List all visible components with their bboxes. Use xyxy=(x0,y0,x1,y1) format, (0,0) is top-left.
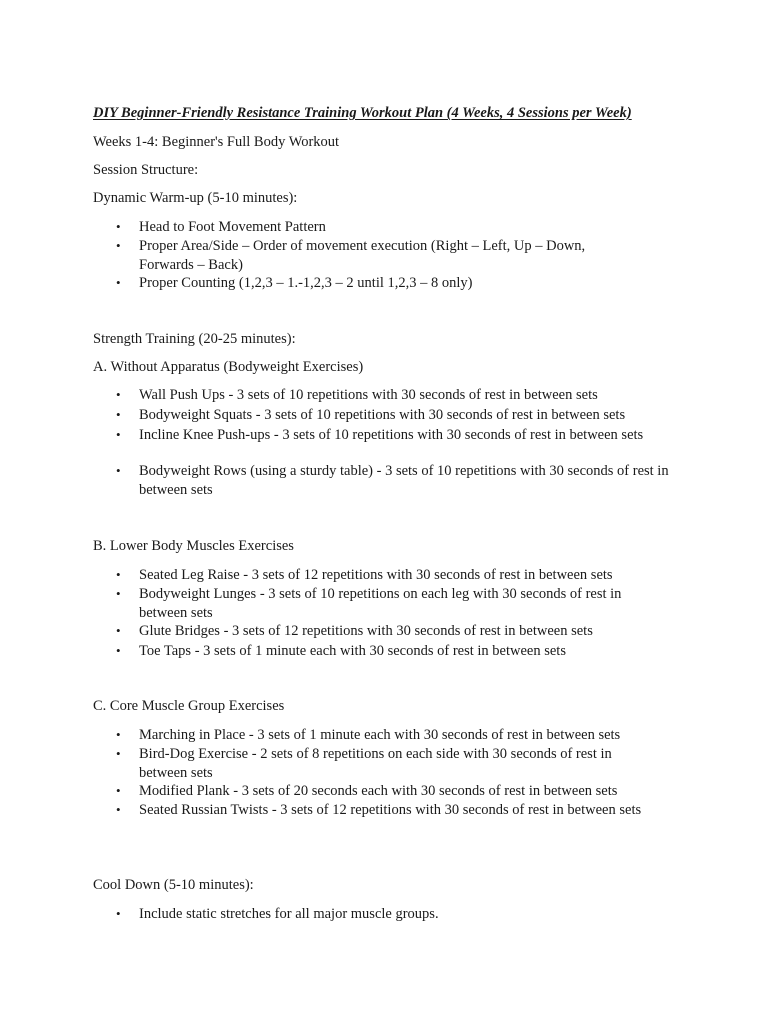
bullet-icon: • xyxy=(116,407,121,422)
cooldown-item: Include static stretches for all major muscle groups. xyxy=(139,906,439,922)
bullet-icon: • xyxy=(116,802,121,817)
bullet-icon: • xyxy=(116,727,121,742)
warmup-item: Proper Area/Side – Order of movement execution (Right – Left, Up – Down, Forwards – Back) xyxy=(139,238,586,273)
section-c-item: Modified Plank - 3 sets of 20 seconds each with 30 seconds of rest in between sets xyxy=(139,783,618,799)
bullet-icon: • xyxy=(116,219,121,234)
section-b-item: Glute Bridges - 3 sets of 12 repetitions with 30 seconds of rest in between sets xyxy=(139,623,593,639)
bullet-icon: • xyxy=(116,238,121,253)
bullet-icon: • xyxy=(116,427,121,442)
document-title: DIY Beginner-Friendly Resistance Training Workout Plan (4 Weeks, 4 Sessions per Week) xyxy=(93,105,632,121)
bullet-icon: • xyxy=(116,746,121,761)
strength-heading: Strength Training (20-25 minutes): xyxy=(93,331,296,347)
section-a-heading: A. Without Apparatus (Bodyweight Exercises) xyxy=(93,359,364,375)
section-c-item: Seated Russian Twists - 3 sets of 12 repetitions with 30 seconds of rest in between sets xyxy=(139,802,642,818)
section-b-item: Toe Taps - 3 sets of 1 minute each with 30 seconds of rest in between sets xyxy=(139,643,566,659)
section-a-item: Wall Push Ups - 3 sets of 10 repetitions with 30 seconds of rest in between sets xyxy=(139,387,598,403)
session-structure-label: Session Structure: xyxy=(93,162,199,178)
bullet-icon: • xyxy=(116,567,121,582)
section-b-heading: B. Lower Body Muscles Exercises xyxy=(93,538,294,554)
bullet-icon: • xyxy=(116,906,121,921)
bullet-icon: • xyxy=(116,387,121,402)
section-a-item: Bodyweight Rows (using a sturdy table) - 3 sets of 10 repetitions with 30 seconds of rest in between sets xyxy=(139,463,669,498)
section-b-item: Bodyweight Lunges - 3 sets of 10 repetitions on each leg with 30 seconds of rest in between sets xyxy=(139,586,622,621)
cooldown-heading: Cool Down (5-10 minutes): xyxy=(93,877,254,893)
section-c-heading: C. Core Muscle Group Exercises xyxy=(93,698,285,714)
bullet-icon: • xyxy=(116,463,121,478)
bullet-icon: • xyxy=(116,783,121,798)
bullet-icon: • xyxy=(116,643,121,658)
section-c-item: Marching in Place - 3 sets of 1 minute each with 30 seconds of rest in between sets xyxy=(139,727,621,743)
bullet-icon: • xyxy=(116,586,121,601)
warmup-heading: Dynamic Warm-up (5-10 minutes): xyxy=(93,190,298,206)
section-a-item: Incline Knee Push-ups - 3 sets of 10 repetitions with 30 seconds of rest in between sets xyxy=(139,427,644,443)
bullet-icon: • xyxy=(116,623,121,638)
bullet-icon: • xyxy=(116,275,121,290)
section-a-item: Bodyweight Squats - 3 sets of 10 repetitions with 30 seconds of rest in between sets xyxy=(139,407,626,423)
section-b-item: Seated Leg Raise - 3 sets of 12 repetitions with 30 seconds of rest in between sets xyxy=(139,567,613,583)
section-c-item: Bird-Dog Exercise - 2 sets of 8 repetitions on each side with 30 seconds of rest in between sets xyxy=(139,746,612,781)
weeks-heading: Weeks 1-4: Beginner's Full Body Workout xyxy=(93,134,340,150)
warmup-item: Proper Counting (1,2,3 – 1.-1,2,3 – 2 until 1,2,3 – 8 only) xyxy=(139,275,473,291)
warmup-item: Head to Foot Movement Pattern xyxy=(139,219,326,235)
